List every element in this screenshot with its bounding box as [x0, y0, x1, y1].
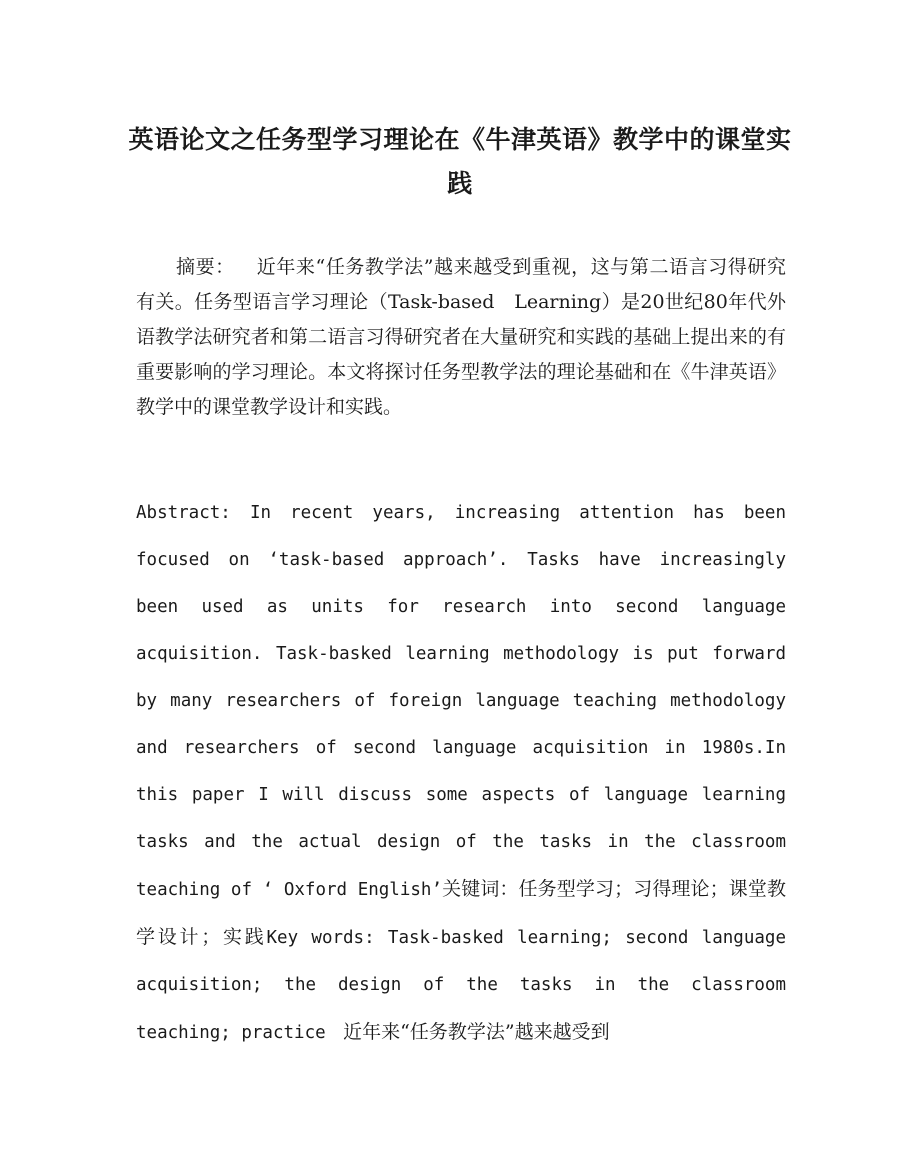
body-text-start: 近年来“任务教学法”越来越受到 — [343, 1021, 610, 1043]
english-abstract — [136, 490, 786, 1057]
chinese-abstract-label: 摘要： — [176, 256, 235, 278]
english-keywords: Key words: Task-basked learning; second language acquisition; the design of the tasks in the classroom teaching; practice — [136, 928, 786, 1043]
chinese-abstract — [136, 250, 786, 425]
chinese-keywords: 关键词：任务型学习；习得理论；课堂教学设计；实践 — [136, 878, 786, 948]
chinese-abstract-text: 近年来“任务教学法”越来越受到重视，这与第二语言习得研究有关。任务型语言学习理论（Task-based Learning）是20世纪80年代外语教学法研究者和第二语言习得研究者在大量研究和实践的基础上提出来的有重要影响的学习理论。本文将探讨任务型教学法的理论基础和在《牛津英语》教学中的课堂教学设计和实践。 — [136, 256, 786, 418]
english-abstract-label: Abstract: — [136, 503, 231, 523]
english-abstract-text: In recent years, increasing attention has been focused on ‘task-based approach’. Tasks have increasingly been used as units for research into second language acquisition. Task-basked learning methodology is put forward by many researchers of foreign language teaching methodology and researchers of second language acquisition in 1980s.In this paper I will discuss some aspects of language learning tasks and the actual design of the tasks in the classroom teaching of ‘ Oxford English’ — [136, 503, 786, 900]
page-title: 英语论文之任务型学习理论在《牛津英语》教学中的课堂实践 — [128, 125, 792, 198]
